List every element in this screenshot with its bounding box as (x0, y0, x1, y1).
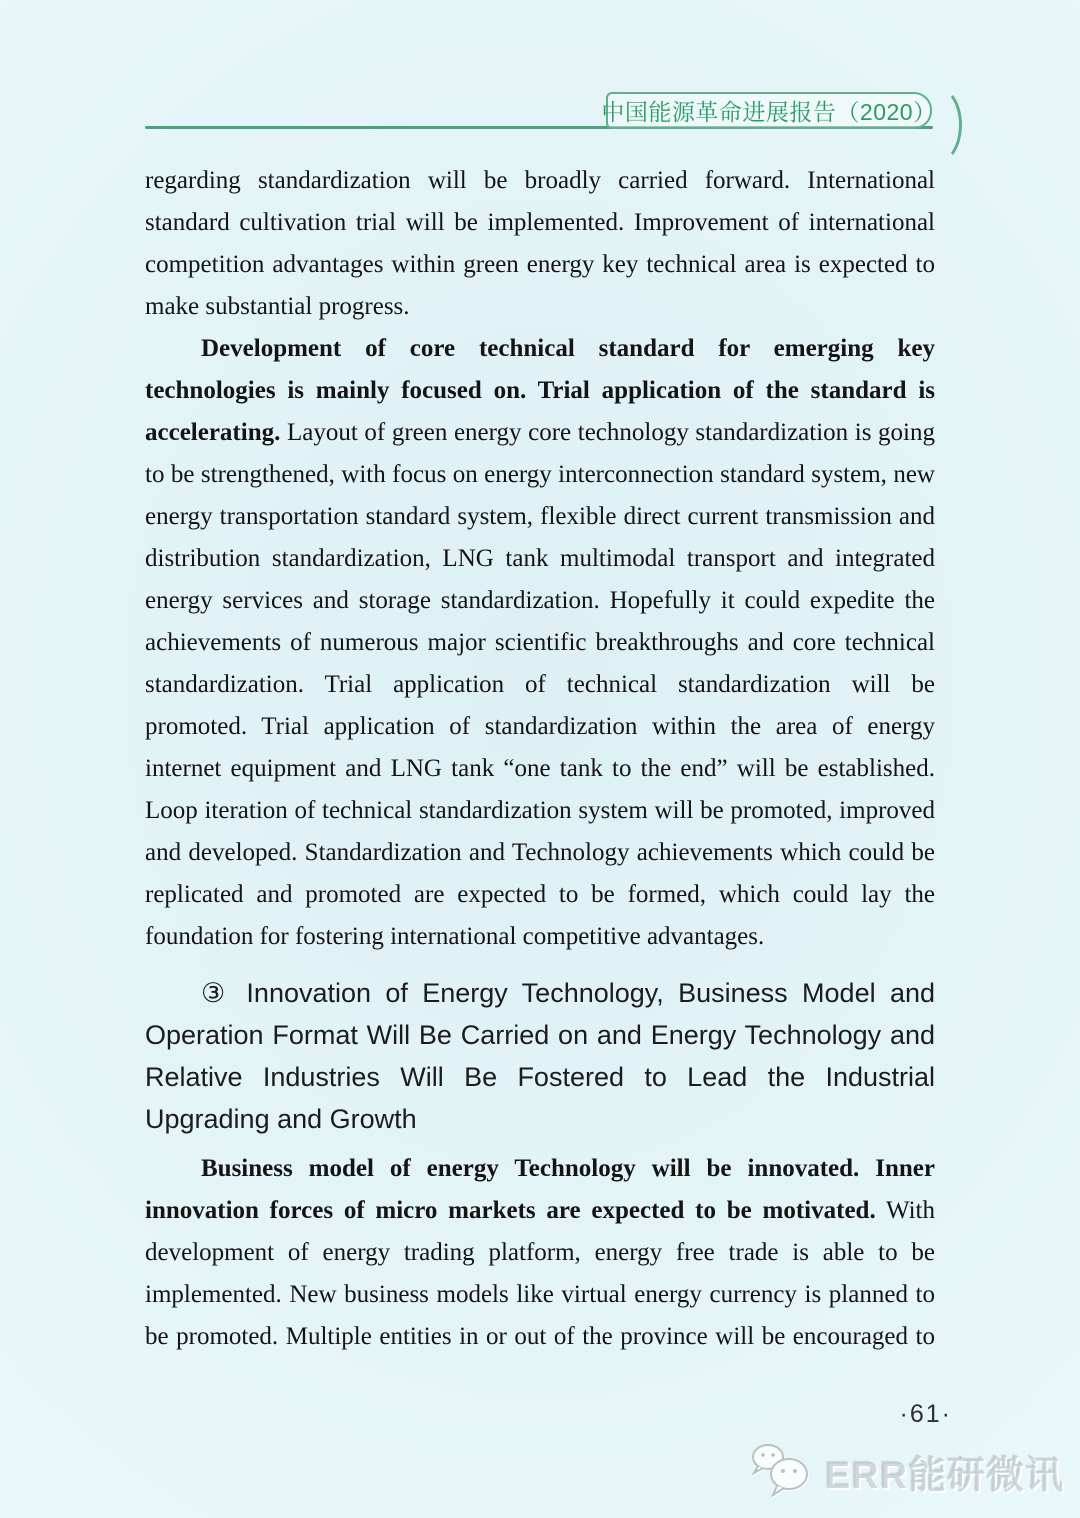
header-arc-decoration (912, 86, 962, 164)
wechat-icon (749, 1442, 815, 1500)
page-content (145, 160, 935, 1358)
page-number: ·61· (899, 1400, 952, 1428)
report-title: 中国能源革命进展报告（2020） (601, 99, 937, 125)
watermark (749, 1442, 1064, 1500)
paragraph-standards-rest: Layout of green energy core technology standardization is going to be strengthened, with focus on energy interconnection standard system, new energy transportation standard system, flexible direct current transmission and distribution standardization, LNG tank multimodal transport and integrated energy services and storage standardization. Hopefully it could expedite the achievements of numerous major scientific breakthroughs and core technical standardization. Trial application of technical standardization will be promoted. Trial application of standardization within the area of energy internet equipment and LNG tank “one tank to the end” will be established. Loop iteration of technical standardization system will be promoted, improved and developed. Standardization and Technology achievements which could be replicated and promoted are expected to be formed, which could lay the foundation for fostering international competitive advantages. (145, 419, 935, 950)
section-heading-3: ③ Innovation of Energy Technology, Business Model and Operation Format Will Be Carried on and Energy Technology and Relative Industries Will Be Fostered to Lead the Industrial Upgrading and Growth (145, 978, 935, 1134)
paragraph-business-rest: With development of energy trading platform, energy free trade is able to be implemented. New business models like virtual energy currency is planned to be promoted. Multiple entities in or out of the province will be encouraged to (145, 1197, 935, 1350)
paragraph-standards-bold-lead: Development of core technical standard for emerging key technologies is mainly focused on. Trial application of the standard is accelerating. (145, 335, 935, 446)
paragraph-continuation: regarding standardization will be broadly carried forward. International standard cultivation trial will be implemented. Improvement of international competition advantages within green energy key technical area is expected to make substantial progress. (145, 167, 935, 320)
header-title-pill (601, 92, 937, 129)
paragraph-standards (145, 328, 935, 958)
paragraph-business-model (145, 1148, 935, 1358)
paragraph-business-bold-lead: Business model of energy Technology will be innovated. Inner innovation forces of micro markets are expected to be motivated. (145, 1155, 935, 1224)
watermark-text: ERR能研微讯 (824, 1454, 1064, 1497)
